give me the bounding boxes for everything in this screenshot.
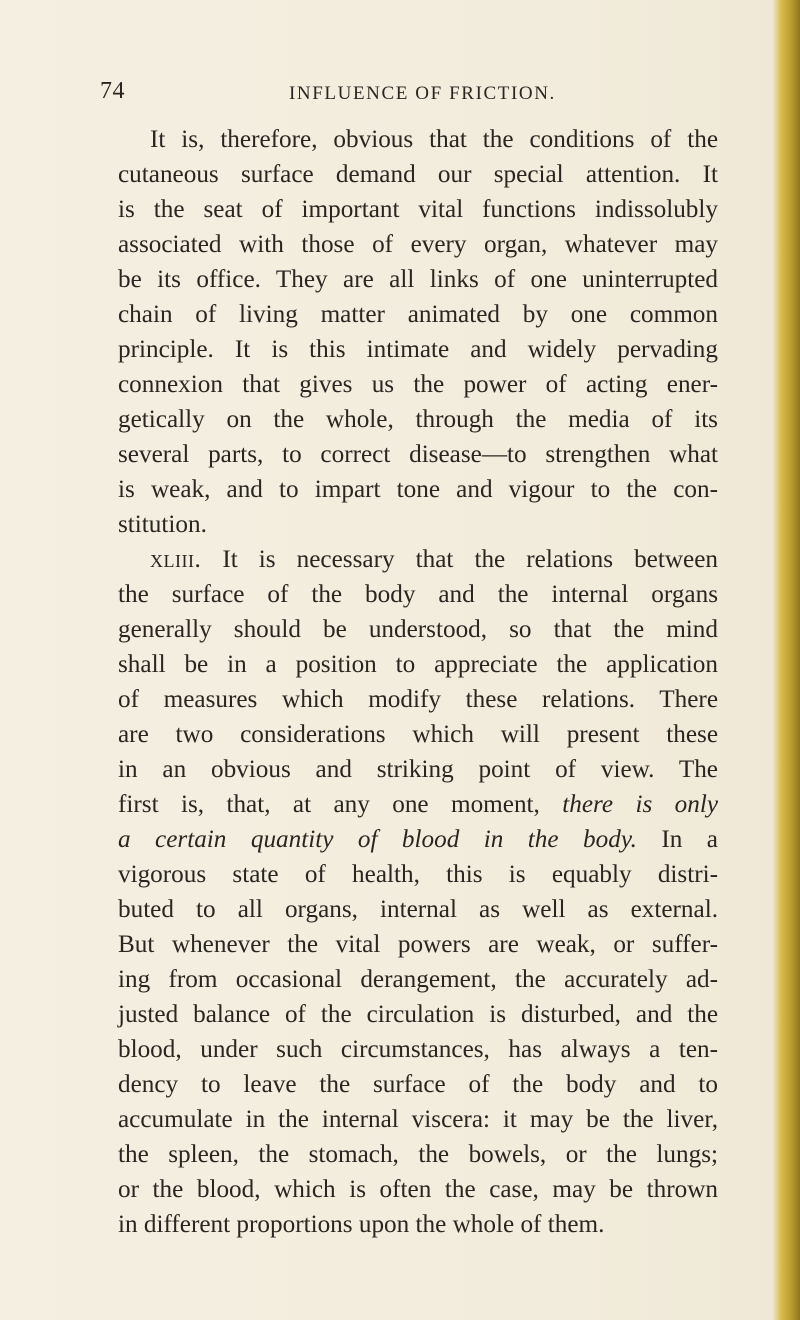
text-line: shall be in a position to appreciate the application: [118, 651, 718, 678]
text-line: the spleen, the stomach, the bowels, or the lungs;: [118, 1141, 718, 1168]
text-line: generally should be understood, so that the mind: [118, 616, 718, 643]
text-line: [118, 822, 718, 857]
text-line: is the seat of important vital functions indissolubly: [118, 196, 718, 223]
text-line: But whenever the vital powers are weak, or suffer-: [118, 931, 718, 958]
text-line: be its office. They are all links of one uninterrupted: [118, 266, 718, 293]
text-line: justed balance of the circulation is disturbed, and the: [118, 1001, 718, 1028]
text-line: vigorous state of health, this is equably distri-: [118, 861, 718, 888]
text-line: blood, under such circumstances, has always a ten-: [118, 1036, 718, 1063]
text-line: principle. It is this intimate and widely pervading: [118, 336, 718, 363]
text-line: cutaneous surface demand our special attention. It: [118, 161, 718, 188]
text-line: or the blood, which is often the case, may be thrown: [118, 1176, 718, 1203]
text-line: several parts, to correct disease—to strengthen what: [118, 441, 718, 468]
text-line: [118, 542, 718, 577]
text-run: It is necessary that the relations between: [201, 546, 718, 573]
text-line: connexion that gives us the power of acting ener-: [118, 371, 718, 398]
text-line: It is, therefore, obvious that the conditions of the: [150, 126, 718, 153]
page-edge-shadow: [772, 0, 800, 1320]
text-line: are two considerations which will present these: [118, 721, 718, 748]
italic-emphasis: there is only: [562, 791, 718, 818]
text-line: associated with those of every organ, whatever may: [118, 231, 718, 258]
text-line: chain of living matter animated by one common: [118, 301, 718, 328]
body-text: [118, 122, 718, 1242]
italic-emphasis: a certain quantity of blood in the body.: [118, 826, 637, 853]
text-line: ing from occasional derangement, the accurately ad-: [118, 966, 718, 993]
text-line: in an obvious and striking point of view. The: [118, 756, 718, 783]
text-line: accumulate in the internal viscera: it may be the liver,: [118, 1106, 718, 1133]
text-line: buted to all organs, internal as well as external.: [118, 896, 718, 923]
running-head: INFLUENCE OF FRICTION.: [289, 83, 556, 104]
text-line: dency to leave the surface of the body and to: [118, 1071, 718, 1098]
section-marker: xliii.: [150, 546, 202, 573]
text-line: of measures which modify these relations. There: [118, 686, 718, 713]
text-line: is weak, and to impart tone and vigour to the con-: [118, 476, 718, 503]
text-line: the surface of the body and the internal organs: [118, 581, 718, 608]
page-header: [100, 78, 720, 112]
text-line: in different proportions upon the whole of them.: [118, 1211, 605, 1238]
text-run: first is, that, at any one moment,: [118, 791, 563, 818]
text-line: getically on the whole, through the media of its: [118, 406, 718, 433]
text-run: In a: [636, 826, 718, 853]
text-line: [118, 787, 718, 822]
text-line: stitution.: [118, 511, 207, 538]
page-number: 74: [100, 78, 125, 104]
